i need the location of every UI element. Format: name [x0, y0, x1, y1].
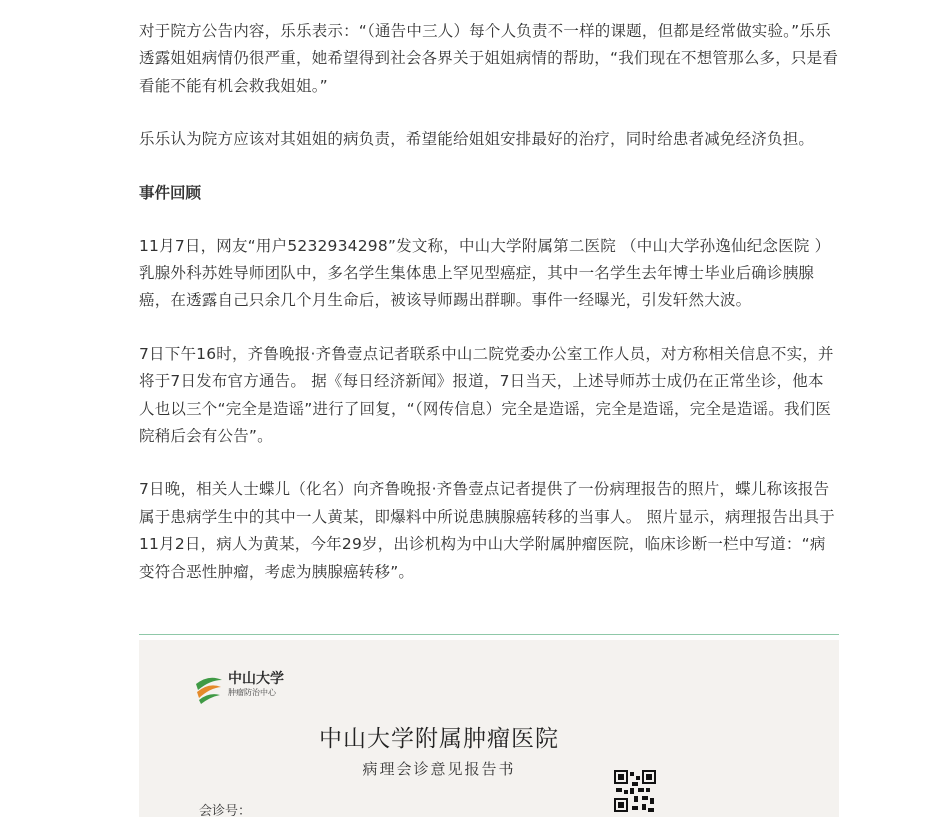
article-paragraph: 7日晚，相关人士蝶儿（化名）向齐鲁晚报·齐鲁壹点记者提供了一份病理报告的照片，蝶儿称该报告属于患病学生中的其中一人黄某，即爆料中所说患胰腺癌转移的当事人。 照片显示，病理报告出具于11月2日，病人为黄某，今年29岁，出诊机构为中山大学附属肿瘤医院，临床诊断一栏中写道：“病变符合恶性肿瘤，考虑为胰腺癌转移”。: [139, 480, 835, 581]
report-title: 病理会诊意见报告书: [362, 760, 516, 778]
logo-title: 中山大学: [228, 671, 284, 687]
consult-number-label: 会诊号：: [199, 804, 252, 817]
hospital-name: 中山大学附属肿瘤医院: [319, 726, 559, 752]
logo-subtitle: 肿瘤防治中心: [228, 688, 276, 697]
hospital-logo: [194, 668, 304, 710]
pathology-report-photo: [139, 640, 839, 817]
article-body: [139, 18, 839, 612]
section-heading: 事件回顾: [139, 183, 202, 202]
article-paragraph: 7日下午16时，齐鲁晚报·齐鲁壹点记者联系中山二院党委办公室工作人员，对方称相关信息不实，并将于7日发布官方通告。 据《每日经济新闻》报道，7日当天，上述导师苏士成仍在正常坐诊，他本人也以三个“完全是造谣”进行了回复，“（网传信息）完全是造谣，完全是造谣，完全是造谣。我们医院稍后会有公告”。: [139, 344, 834, 446]
sysucc-logo-icon: [194, 670, 224, 706]
content-divider: [139, 634, 839, 635]
qr-code-icon: [614, 770, 656, 812]
article-paragraph: 11月7日，网友“用户5232934298”发文称，中山大学附属第二医院 （中山大学孙逸仙纪念医院 ）乳腺外科苏姓导师团队中，多名学生集体患上罕见型癌症，其中一名学生去年博士毕业后确诊胰腺癌，在透露自己只余几个月生命后，被该导师踢出群聊。事件一经曝光，引发轩然大波。: [139, 236, 831, 310]
article-paragraph: 乐乐认为院方应该对其姐姐的病负责，希望能给姐姐安排最好的治疗，同时给患者减免经济负担。: [139, 130, 815, 149]
article-paragraph: 对于院方公告内容，乐乐表示：“（通告中三人）每个人负责不一样的课题，但都是经常做实验。”乐乐透露姐姐病情仍很严重，她希望得到社会各界关于姐姐病情的帮助，“我们现在不想管那么多，只是看看能不能有机会救我姐姐。”: [139, 22, 839, 95]
